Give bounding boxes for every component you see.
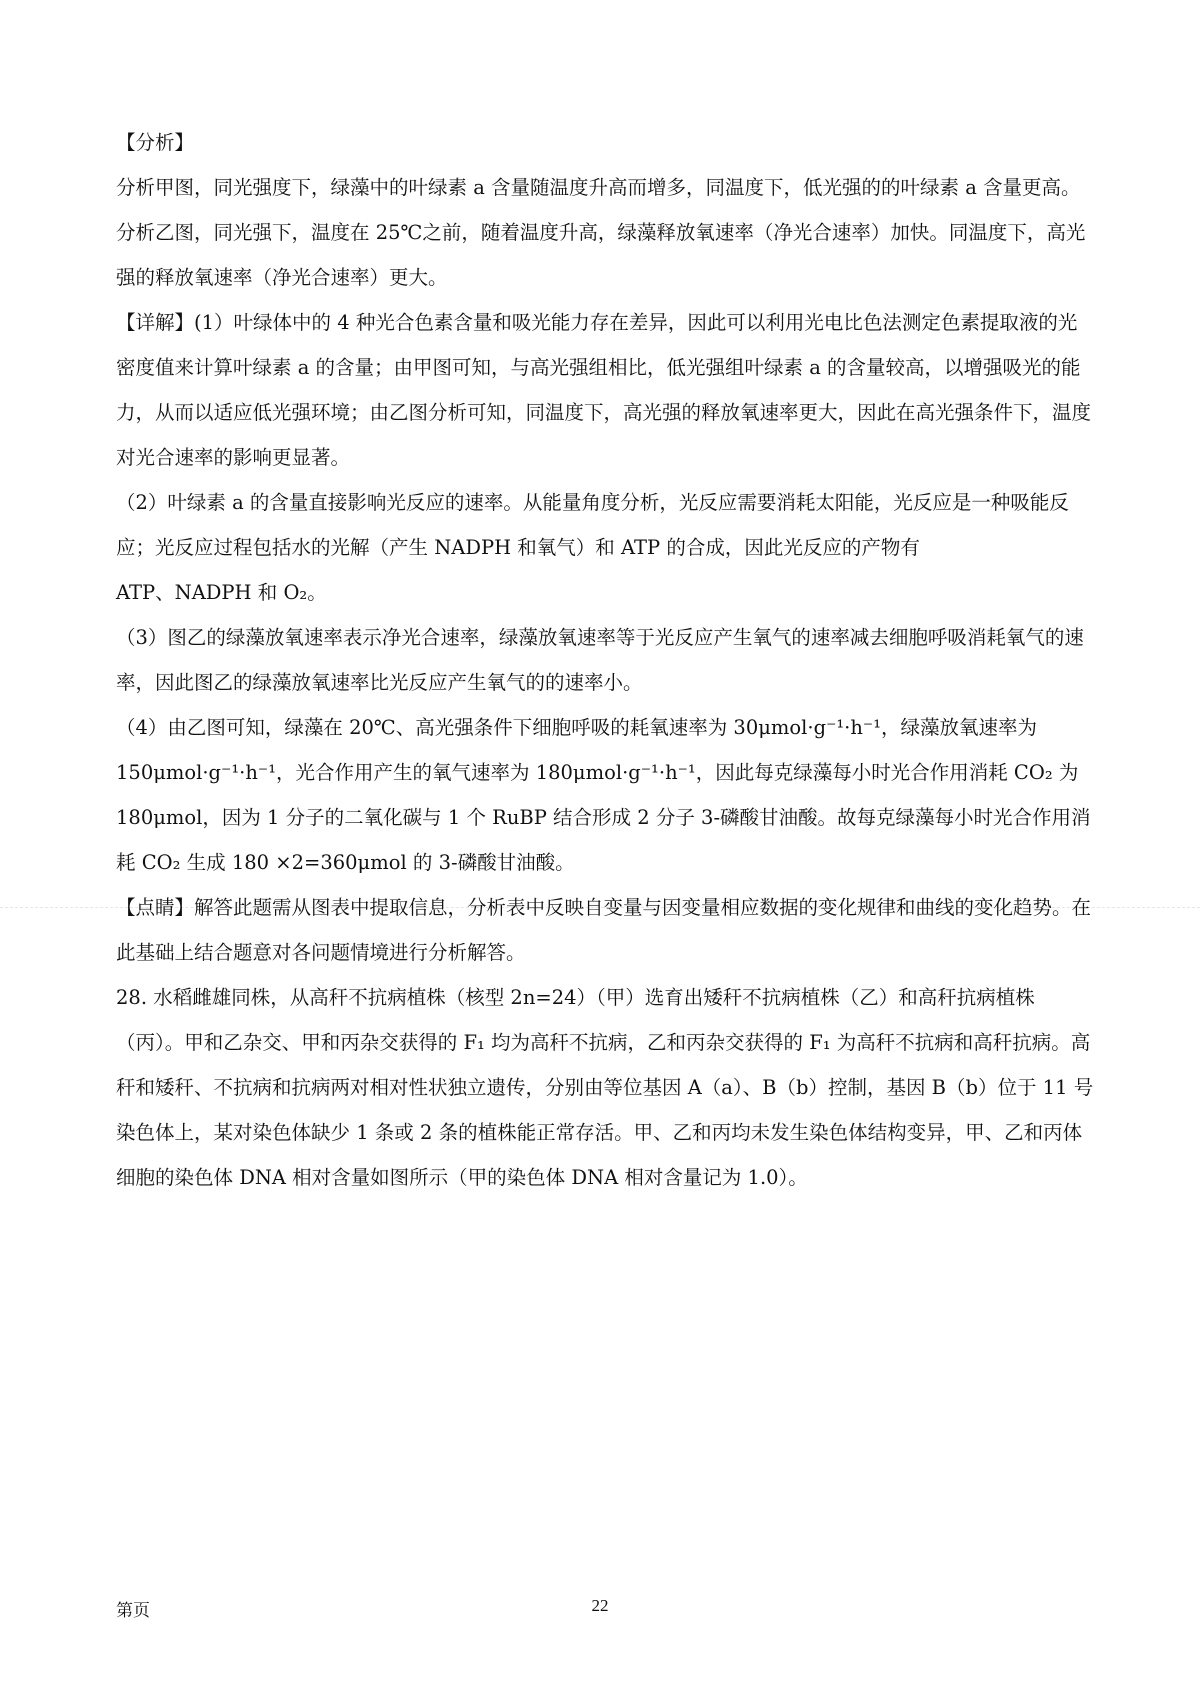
detail-part-4: （4）由乙图可知，绿藻在 20℃、高光强条件下细胞呼吸的耗氧速率为 30μmol·g⁻¹·h⁻¹，绿藻放氧速率为 150μmol·g⁻¹·h⁻¹，光合作用产生的氧气速率为 180μmol·g⁻¹·h⁻¹，因此每克绿藻每小时光合作用消耗 CO₂ 为 180μmol，因为 1 分子的二氧化碳与 1 个 RuBP 结合形成 2 分子 3-磷酸甘油酸。故每克绿藻每小时光合作用消耗 CO₂ 生成 180 ×2=360μmol 的 3-磷酸甘油酸。 xyxy=(116,716,1091,874)
analysis-figure-a: 分析甲图，同光强度下，绿藻中的叶绿素 a 含量随温度升高而增多，同温度下，低光强的的叶绿素 a 含量更高。 xyxy=(116,176,1081,199)
detail-part-2: （2）叶绿素 a 的含量直接影响光反应的速率。从能量角度分析，光反应需要消耗太阳能，光反应是一种吸能反应；光反应过程包括水的光解（产生 NADPH 和氧气）和 ATP 的合成，因此光反应的产物有 xyxy=(116,491,1069,559)
analysis-figure-b: 分析乙图，同光强下，温度在 25℃之前，随着温度升高，绿藻释放氧速率（净光合速率）加快。同温度下，高光强的释放氧速率（净光合速率）更大。 xyxy=(116,221,1086,289)
detail-part-1: 【详解】(1）叶绿体中的 4 种光合色素含量和吸光能力存在差异，因此可以利用光电比色法测定色素提取液的光密度值来计算叶绿素 a 的含量；由甲图可知，与高光强组相比，低光强组叶绿素 a 的含量较高，以增强吸光的能力，从而以适应低光强环境；由乙图分析可知，同温度下，高光强的释放氧速率更大，因此在高光强条件下，温度对光合速率的影响更显著。 xyxy=(116,311,1092,469)
footer-page-number: 22 xyxy=(591,1596,609,1615)
document-body xyxy=(116,120,1096,1200)
comment-section: 【点睛】解答此题需从图表中提取信息，分析表中反映自变量与因变量相应数据的变化规律和曲线的变化趋势。在此基础上结合题意对各问题情境进行分析解答。 xyxy=(116,896,1092,964)
detail-part-3: （3）图乙的绿藻放氧速率表示净光合速率，绿藻放氧速率等于光反应产生氧气的速率减去细胞呼吸消耗氧气的速率，因此图乙的绿藻放氧速率比光反应产生氧气的的速率小。 xyxy=(116,626,1084,694)
section-heading-analysis: 【分析】 xyxy=(116,131,195,154)
detail-part-2-products: ATP、NADPH 和 O₂。 xyxy=(116,581,327,604)
footer-page-label: 第页 xyxy=(116,1601,150,1621)
question-28: 28. 水稻雌雄同株，从高秆不抗病植株（核型 2n=24）（甲）选育出矮秆不抗病植株（乙）和高秆抗病植株（丙）。甲和乙杂交、甲和丙杂交获得的 F₁ 均为高秆不抗病，乙和丙杂交获得的 F₁ 为高秆不抗病和高秆抗病。高秆和矮秆、不抗病和抗病两对相对性状独立遗传，分别由等位基因 A（a）、B（b）控制，基因 B（b）位于 11 号染色体上，某对染色体缺少 1 条或 2 条的植株能正常存活。甲、乙和丙均未发生染色体结构变异，甲、乙和丙体细胞的染色体 DNA 相对含量如图所示（甲的染色体 DNA 相对含量记为 1.0）。 xyxy=(116,986,1094,1189)
